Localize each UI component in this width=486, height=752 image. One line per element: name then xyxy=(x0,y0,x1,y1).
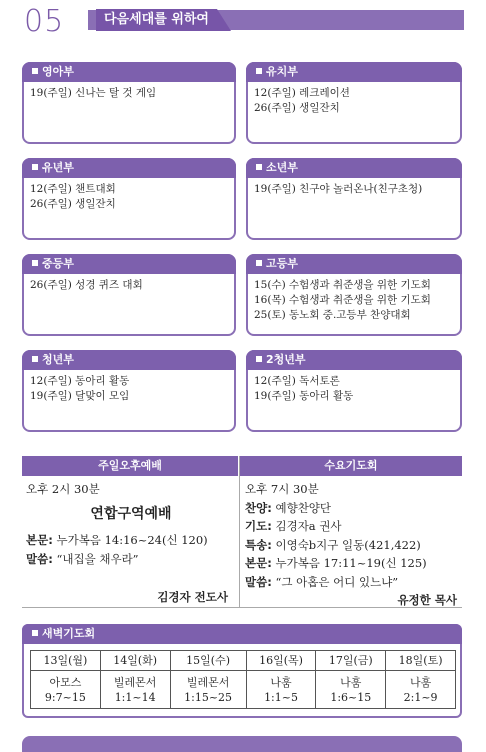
day-cell: 18일(토) xyxy=(386,651,456,671)
footer-bar xyxy=(22,736,462,752)
dept-name: 중등부 xyxy=(42,257,74,270)
dept-line: 25(토) 동노회 중.고등부 찬양대회 xyxy=(254,309,411,321)
square-bullet-icon xyxy=(32,164,38,170)
dept-line: 26(주일) 성경 퀴즈 대회 xyxy=(30,279,143,291)
dept-name: 청년부 xyxy=(42,353,74,366)
dept-line: 19(주일) 달맞이 모임 xyxy=(30,390,130,402)
wednesday-prayer: 김경자a 권사 xyxy=(275,519,342,533)
day-cell: 14일(화) xyxy=(100,651,170,671)
wednesday-prayer-details xyxy=(245,480,459,610)
dept-line: 19(주일) 동아리 활동 xyxy=(254,390,354,402)
sunday-scripture: 누가복음 14:16~24(신 120) xyxy=(56,533,208,547)
section-number: 05 xyxy=(24,4,65,39)
wednesday-preacher: 유정한 목사 xyxy=(397,593,457,607)
scripture-label: 본문: xyxy=(245,556,272,570)
square-bullet-icon xyxy=(256,356,262,362)
dept-name: 고등부 xyxy=(266,257,298,270)
wednesday-time: 오후 7시 30분 xyxy=(245,482,319,496)
dept-box-youth xyxy=(22,350,236,432)
sunday-event: 연합구역예배 xyxy=(90,505,172,522)
dept-name: 유치부 xyxy=(266,65,298,78)
square-bullet-icon xyxy=(32,630,38,636)
dawn-prayer-title: 새벽기도회 xyxy=(42,627,96,640)
dept-box-kindergarten xyxy=(246,62,462,144)
reading-cell xyxy=(170,671,246,709)
square-bullet-icon xyxy=(256,260,262,266)
dept-line: 12(주일) 챈트대회 xyxy=(30,183,116,195)
dept-name: 영아부 xyxy=(42,65,74,78)
square-bullet-icon xyxy=(256,68,262,74)
dept-box-high-school xyxy=(246,254,462,336)
dept-line: 15(수) 수험생과 취준생을 위한 기도회 xyxy=(254,279,431,291)
dept-box-infant xyxy=(22,62,236,144)
sunday-preacher: 김경자 전도사 xyxy=(157,590,228,604)
dept-line: 19(주일) 신나는 탈 것 게임 xyxy=(30,87,157,99)
day-cell: 17일(금) xyxy=(316,651,386,671)
reading-cell xyxy=(100,671,170,709)
square-bullet-icon xyxy=(256,164,262,170)
reading-cell xyxy=(316,671,386,709)
dawn-prayer-table xyxy=(30,650,456,709)
section-header xyxy=(22,4,464,40)
book-name: 빌레몬서 xyxy=(186,675,230,689)
dept-line: 19(주일) 친구야 놀러온나(친구초청) xyxy=(254,183,423,195)
day-cell: 13일(월) xyxy=(31,651,101,671)
square-bullet-icon xyxy=(32,68,38,74)
prayer-label: 기도: xyxy=(245,519,272,533)
verse-range: 1:1~5 xyxy=(264,690,298,704)
dept-name: 소년부 xyxy=(266,161,298,174)
special-song-label: 특송: xyxy=(245,537,272,552)
book-name: 나훔 xyxy=(340,675,362,689)
dept-line: 26(주일) 생일잔치 xyxy=(30,198,116,210)
dept-box-second-youth xyxy=(246,350,462,432)
wednesday-scripture: 누가복음 17:11~19(신 125) xyxy=(275,556,427,570)
dept-line: 16(목) 수험생과 취준생을 위한 기도회 xyxy=(254,294,431,306)
verse-range: 2:1~9 xyxy=(403,690,438,704)
verse-range: 9:7~15 xyxy=(44,690,86,704)
verse-range: 1:1~14 xyxy=(114,690,156,704)
reading-cell xyxy=(386,671,456,709)
scripture-label: 본문: xyxy=(26,533,53,547)
wednesday-special-song: 이영숙b지구 일동(421,422) xyxy=(275,537,421,552)
dept-box-primary xyxy=(22,158,236,240)
column-divider xyxy=(239,456,240,607)
dept-line: 26(주일) 생일잔치 xyxy=(254,102,340,114)
sunday-worship-header: 주일오후예배 xyxy=(22,456,238,476)
sunday-sermon-title: “내집을 채우라” xyxy=(56,551,139,566)
dept-line: 12(주일) 독서토론 xyxy=(254,375,340,387)
day-cell: 15일(수) xyxy=(170,651,246,671)
sermon-label: 말씀: xyxy=(26,551,53,566)
section-title: 다음세대를 위하여 xyxy=(96,9,217,31)
wednesday-praise: 예향찬양단 xyxy=(275,500,332,515)
sunday-time: 오후 2시 30분 xyxy=(26,482,100,496)
square-bullet-icon xyxy=(32,260,38,266)
reading-cell xyxy=(246,671,316,709)
wednesday-sermon-title: “그 아홉은 어디 있느냐” xyxy=(275,574,399,589)
book-name: 나훔 xyxy=(270,675,292,689)
verse-range: 1:15~25 xyxy=(184,690,233,704)
sermon-label: 말씀: xyxy=(245,574,272,589)
dept-box-middle-school xyxy=(22,254,236,336)
day-cell: 16일(목) xyxy=(246,651,316,671)
dept-box-juniors xyxy=(246,158,462,240)
reading-cell xyxy=(31,671,101,709)
dawn-prayer-box xyxy=(22,624,462,718)
book-name: 아모스 xyxy=(49,675,82,689)
dept-name: 유년부 xyxy=(42,161,74,174)
square-bullet-icon xyxy=(32,356,38,362)
dept-name: 2청년부 xyxy=(266,353,306,366)
book-name: 빌레몬서 xyxy=(113,675,157,689)
worship-table xyxy=(22,456,462,608)
sunday-worship-details xyxy=(26,480,236,604)
dept-line: 12(주일) 동아리 활동 xyxy=(30,375,130,387)
verse-range: 1:6~15 xyxy=(330,690,372,704)
book-name: 나훔 xyxy=(409,675,432,689)
praise-label: 찬양: xyxy=(245,500,272,515)
dept-line: 12(주일) 레크레이션 xyxy=(254,87,350,99)
wednesday-prayer-header: 수요기도회 xyxy=(240,456,462,476)
